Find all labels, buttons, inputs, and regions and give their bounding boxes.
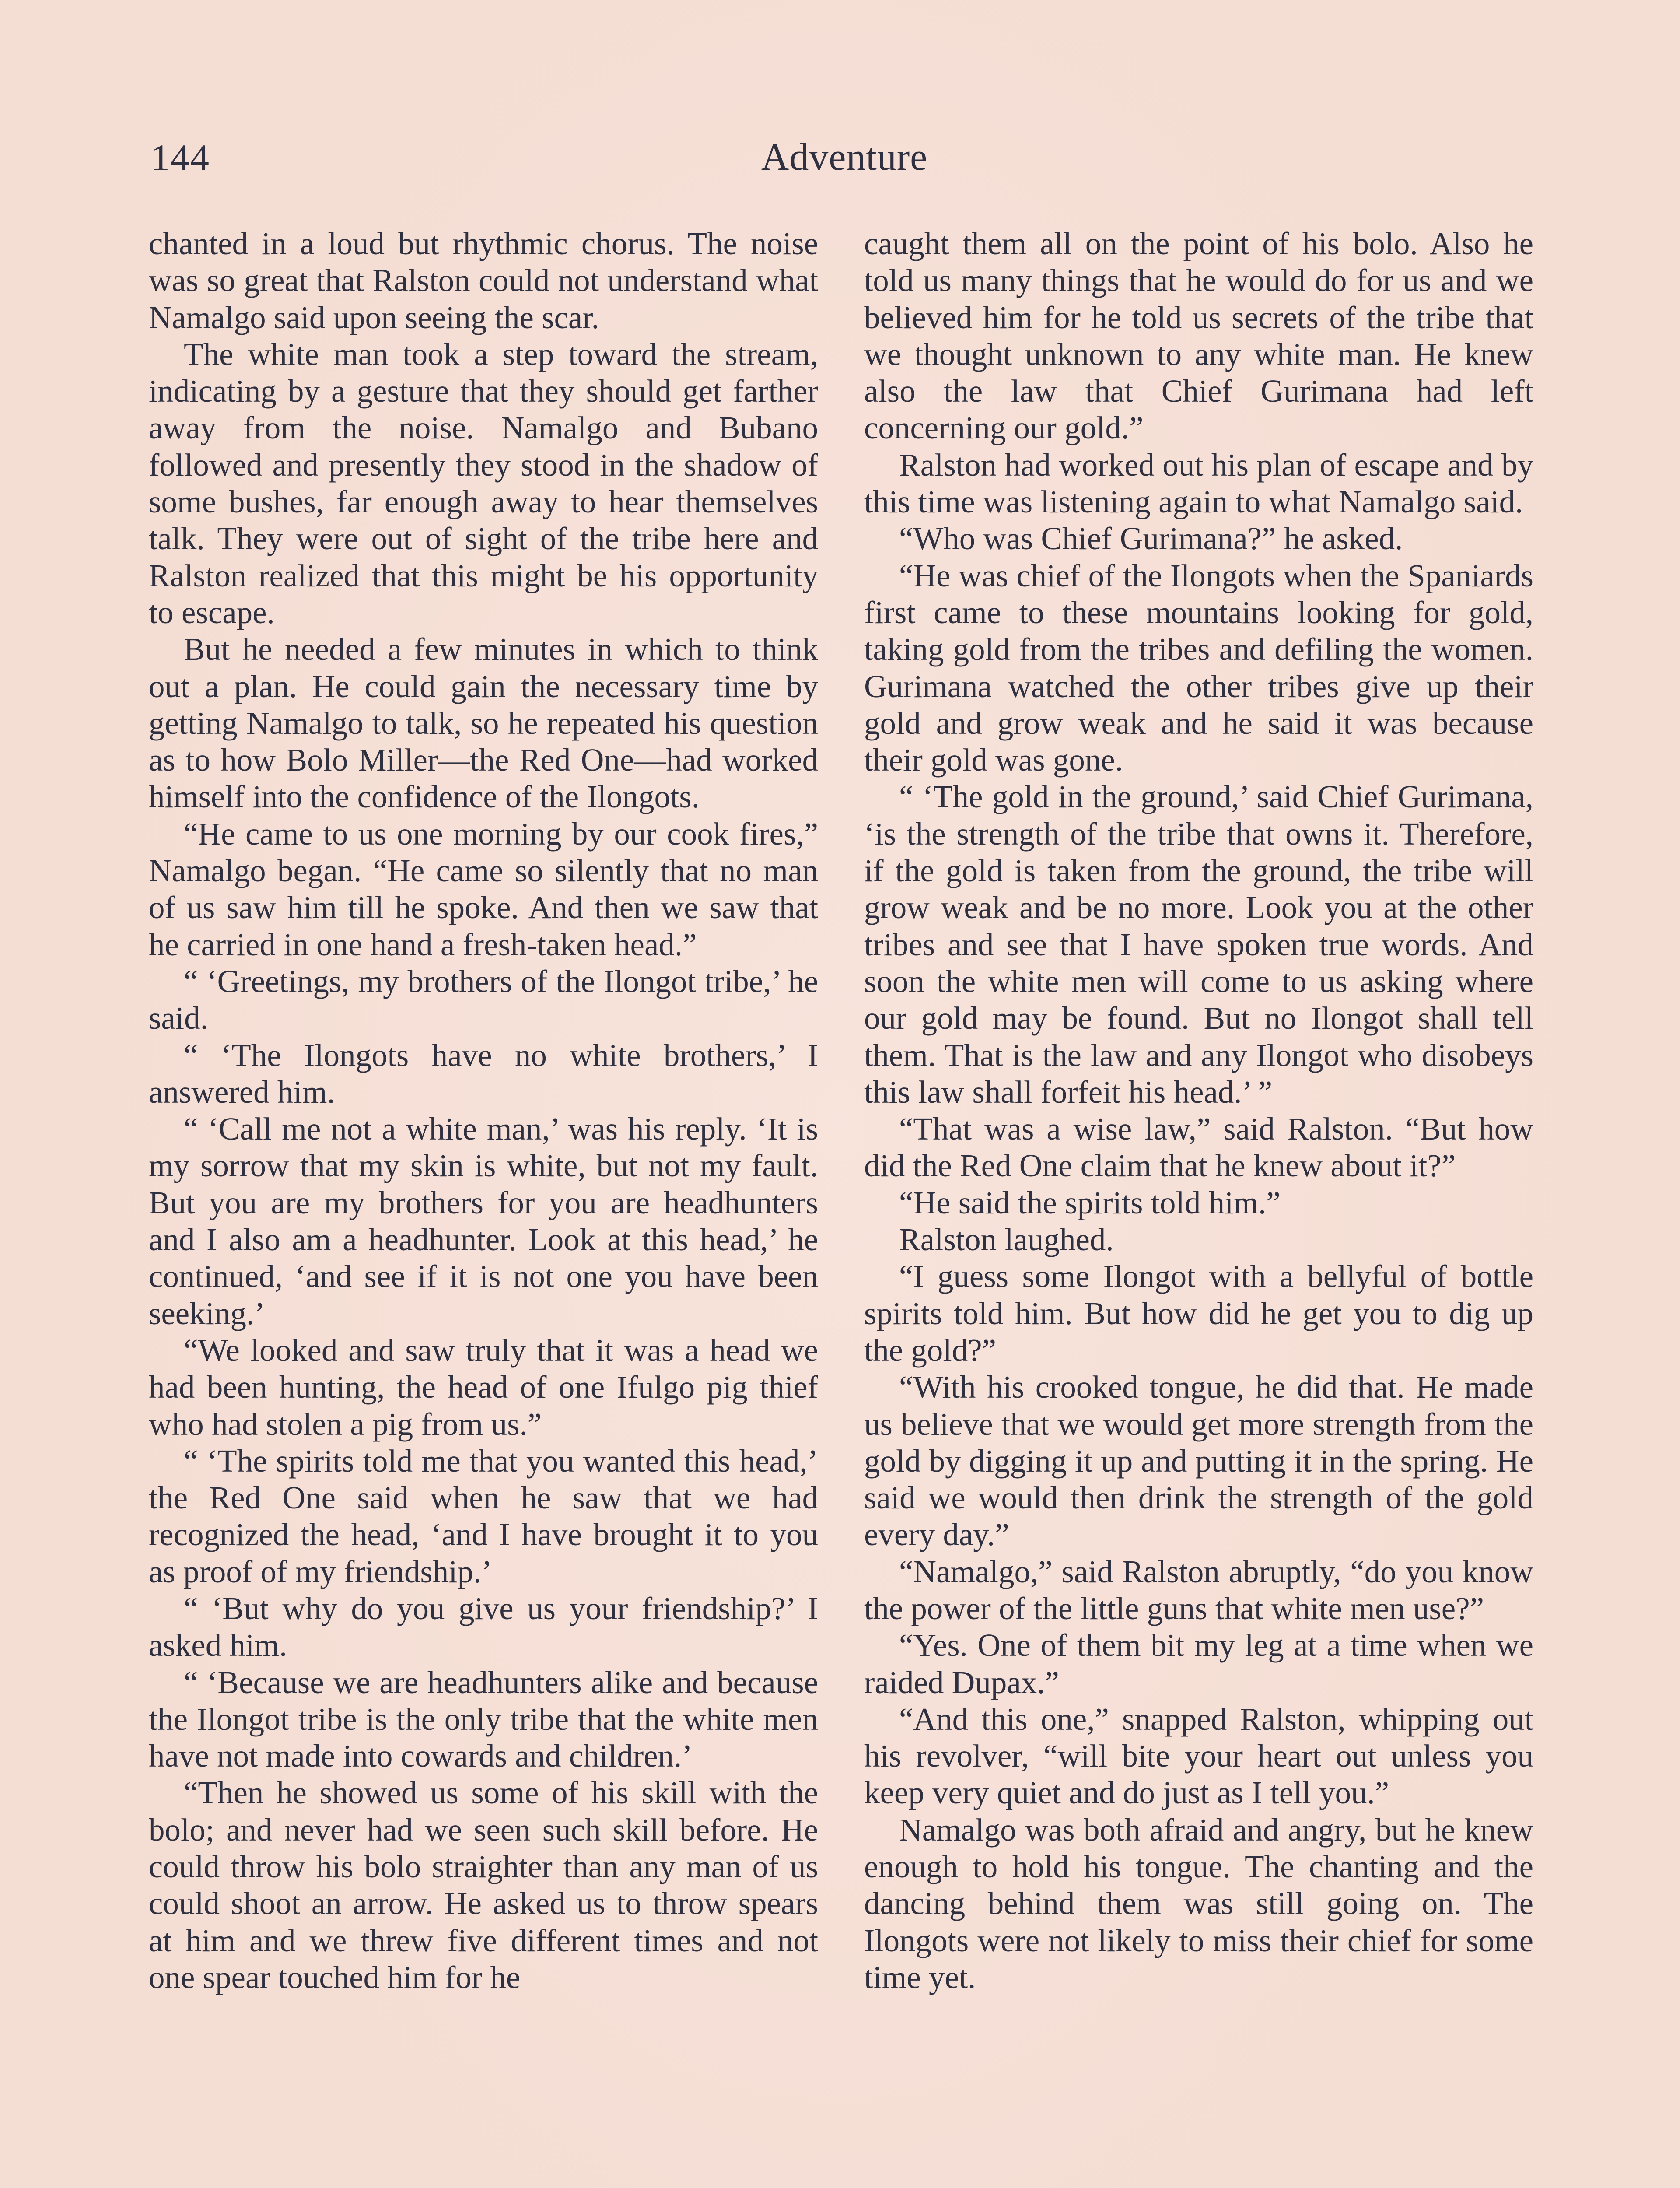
paragraph: “Namalgo,” said Ralston abruptly, “do you know the power of the little guns that white men use?” [864, 1553, 1533, 1626]
running-head: Adventure [761, 136, 928, 179]
paragraph: “ ‘The spirits told me that you wanted this head,’ the Red One said when he saw that we had recognized the head, ‘and I have brought it to you as proof of my friendship.’ [149, 1443, 818, 1589]
paragraph: The white man took a step toward the stream, indicating by a gesture that they should get farther away from the noise. Namalgo and Bubano followed and presently they stood in the shadow of some bushes, far enough away to hear themselves talk. They were out of sight of the tribe here and Ralston realized that this might be his opportunity to escape. [149, 336, 818, 630]
paragraph: “ ‘Greetings, my brothers of the Ilongot tribe,’ he said. [149, 963, 818, 1036]
page-header [151, 127, 1538, 188]
page-number: 144 [151, 137, 210, 179]
paragraph: “He said the spirits told him.” [899, 1185, 1281, 1220]
paragraph: “He was chief of the Ilongots when the Spaniards first came to these mountains looking for gold, taking gold from the tribes and defiling the women. Gurimana watched the other tribes give up their gold and grow weak and he said it was because their gold was gone. [864, 558, 1533, 778]
paragraph: “ ‘Call me not a white man,’ was his reply. ‘It is my sorrow that my skin is white, but not my fault. But you are my brothers for you are headhunters and I also am a headhunter. Look at this head,’ he continued, ‘and see if it is not one you have been seeking.’ [149, 1111, 818, 1331]
paragraph: “I guess some Ilongot with a bellyful of bottle spirits told him. But how did he get you to dig up the gold?” [864, 1259, 1533, 1368]
paragraph: “We looked and saw truly that it was a head we had been hunting, the head of one Ifulgo pig thief who had stolen a pig from us.” [149, 1332, 818, 1442]
paragraph: “Who was Chief Gurimana?” he asked. [899, 521, 1403, 557]
paragraph: “With his crooked tongue, he did that. He made us believe that we would get more strength from the gold by digging it up and putting it in the spring. He said we would then drink the strength of the gold every day.” [864, 1369, 1533, 1553]
paragraph: “ ‘The Ilongots have no white brothers,’ I answered him. [149, 1037, 818, 1110]
paragraph: “Then he showed us some of his skill with the bolo; and never had we seen such skill before. He could throw his bolo straighter than any man of us could shoot an arrow. He asked us to throw spears at him and we threw five different times and not one spear touched him for he [149, 1775, 818, 1995]
paragraph: caught them all on the point of his bolo. Also he told us many things that he would do for us and we believed him for he told us secrets of the tribe that we thought unknown to any white man. He knew also the law that Chief Gurimana had left concerning our gold.” [864, 226, 1533, 446]
paragraph: “Yes. One of them bit my leg at a time when we raided Dupax.” [864, 1627, 1533, 1700]
paragraph: “ ‘Because we are headhunters alike and because the Ilongot tribe is the only tribe that the white men have not made into cowards and children.’ [149, 1664, 818, 1774]
paragraph: chanted in a loud but rhythmic chorus. The noise was so great that Ralston could not understand what Namalgo said upon seeing the scar. [149, 226, 818, 335]
right-column [864, 225, 1533, 1996]
paragraph: “And this one,” snapped Ralston, whipping out his revolver, “will bite your heart out unless you keep very quiet and do just as I tell you.” [864, 1701, 1533, 1811]
paragraph: “ ‘But why do you give us your friendship?’ I asked him. [149, 1590, 818, 1663]
paragraph: But he needed a few minutes in which to think out a plan. He could gain the necessary time by getting Namalgo to talk, so he repeated his question as to how Bolo Miller—the Red One—had worked himself into the confidence of the Ilongots. [149, 631, 818, 815]
paragraph: Ralston laughed. [899, 1222, 1114, 1258]
paragraph: “He came to us one morning by our cook fires,” Namalgo began. “He came so silently that no man of us saw him till he spoke. And then we saw that he carried in one hand a fresh-taken head.” [149, 816, 818, 962]
paragraph: Ralston had worked out his plan of escape and by this time was listening again to what Namalgo said. [864, 447, 1533, 520]
paragraph: “ ‘The gold in the ground,’ said Chief Gurimana, ‘is the strength of the tribe that owns it. Therefore, if the gold is taken from the ground, the tribe will grow weak and be no more. Look you at the other tribes and see that I have spoken true words. And soon the white men will come to us asking where our gold may be found. But no Ilongot shall tell them. That is the law and any Ilongot who disobeys this law shall forfeit his head.’ ” [864, 779, 1533, 1110]
paragraph: Namalgo was both afraid and angry, but he knew enough to hold his tongue. The chanting and the dancing behind them was still going on. The Ilongots were not likely to miss their chief for some time yet. [864, 1812, 1533, 1995]
paragraph: “That was a wise law,” said Ralston. “But how did the Red One claim that he knew about it?” [864, 1111, 1533, 1184]
left-column [149, 225, 818, 1996]
